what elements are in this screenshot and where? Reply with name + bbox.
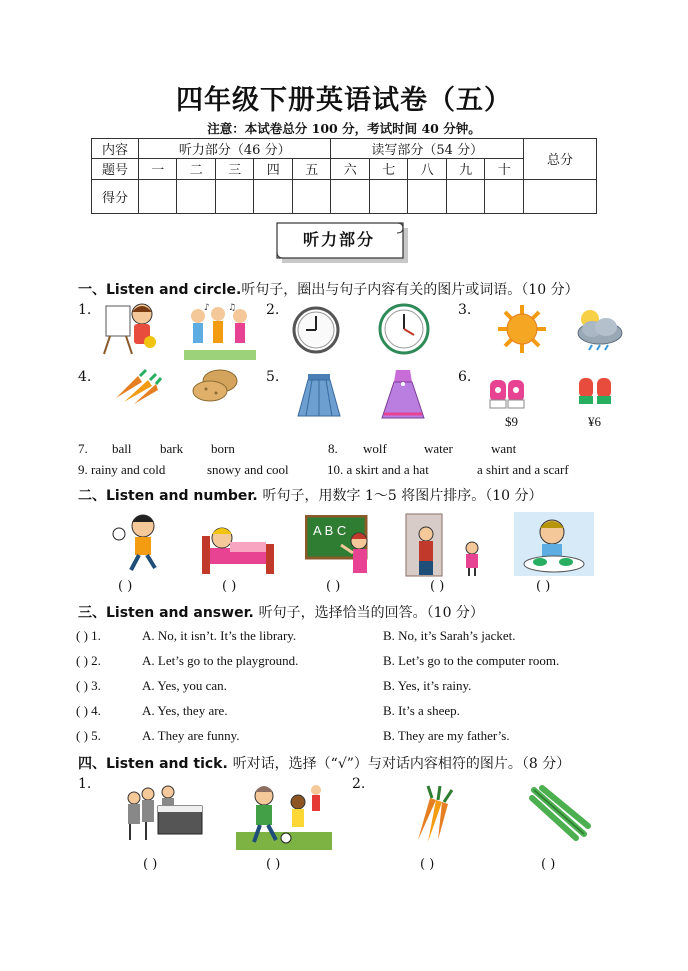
- answer-blank[interactable]: ( ): [118, 579, 133, 594]
- svg-text:♪: ♪: [204, 303, 210, 313]
- exam-notice: 注意：本试卷总分 100 分，考试时间 40 分钟。: [207, 121, 481, 136]
- phrase-option[interactable]: 9. rainy and cold: [78, 462, 166, 477]
- price-label: ¥6: [588, 414, 601, 429]
- boy-painting-image[interactable]: [100, 298, 160, 356]
- potatoes-image[interactable]: [190, 367, 240, 403]
- item-8-number: 8.: [328, 441, 338, 456]
- section3-heading: 三、Listen and answer. 听句子，选择恰当的回答。（10 分）: [78, 605, 484, 621]
- option-a: A. Yes, you can.: [142, 678, 227, 693]
- total-header: 总分: [524, 139, 597, 180]
- score-cell[interactable]: [292, 179, 331, 213]
- question-number[interactable]: ( ) 2.: [76, 653, 101, 668]
- boy-soccer-image: [111, 512, 165, 574]
- answer-blank[interactable]: ( ): [536, 579, 551, 594]
- item-label: 3.: [458, 302, 472, 318]
- option-b: B. No, it’s Sarah’s jacket.: [383, 628, 516, 643]
- skirt-image[interactable]: [296, 372, 342, 418]
- girl-sleeping-image: [200, 520, 276, 576]
- word-option[interactable]: wolf: [363, 441, 387, 456]
- kids-singing-image[interactable]: [184, 302, 256, 360]
- item-7-number: 7.: [78, 441, 88, 456]
- score-cell[interactable]: [331, 179, 369, 213]
- mittens-image[interactable]: [576, 372, 616, 408]
- question-number[interactable]: ( ) 5.: [76, 728, 101, 743]
- question-number: 三: [215, 159, 253, 179]
- score-cell[interactable]: [139, 179, 177, 213]
- score-cell[interactable]: [485, 179, 524, 213]
- item-label: 2.: [352, 776, 366, 792]
- row-label-content: 内容: [92, 139, 139, 159]
- question-number: 六: [331, 159, 369, 179]
- answer-blank[interactable]: ( ): [266, 857, 281, 872]
- clock-icon[interactable]: [292, 306, 340, 354]
- score-cell[interactable]: [177, 179, 215, 213]
- kids-soccer-image[interactable]: [236, 780, 332, 850]
- gloves-image[interactable]: [486, 374, 530, 412]
- question-number: 七: [369, 159, 407, 179]
- item-label: 6.: [458, 369, 472, 385]
- row-label-number: 题号: [92, 159, 139, 179]
- item-label: 5.: [266, 369, 280, 385]
- question-number: 九: [446, 159, 484, 179]
- svg-text:♫: ♫: [228, 303, 237, 313]
- sun-icon[interactable]: [496, 303, 548, 355]
- question-number: 五: [292, 159, 331, 179]
- question-number: 八: [408, 159, 446, 179]
- question-number[interactable]: ( ) 1.: [76, 628, 101, 643]
- option-a: A. Yes, they are.: [142, 703, 228, 718]
- price-label: $9: [505, 414, 518, 429]
- green-beans-image[interactable]: [528, 784, 592, 842]
- section4-heading: 四、Listen and tick. 听对话，选择（“√”）与对话内容相符的图片。（8 分）: [78, 756, 571, 772]
- question-number: 四: [254, 159, 292, 179]
- option-a: A. They are funny.: [142, 728, 240, 743]
- question-number[interactable]: ( ) 4.: [76, 703, 101, 718]
- word-option[interactable]: want: [491, 441, 517, 456]
- score-cell[interactable]: [408, 179, 446, 213]
- word-option[interactable]: born: [211, 441, 235, 456]
- dress-image[interactable]: [380, 368, 426, 420]
- svg-text:A B C: A B C: [313, 523, 347, 538]
- boy-girl-door-image: [404, 512, 488, 578]
- listening-banner: [276, 222, 409, 264]
- score-cell[interactable]: [446, 179, 484, 213]
- phrase-option[interactable]: snowy and cool: [207, 462, 289, 477]
- word-option[interactable]: ball: [112, 441, 132, 456]
- answer-blank[interactable]: ( ): [143, 857, 158, 872]
- score-table: [91, 138, 597, 214]
- carrots-image[interactable]: [112, 368, 162, 406]
- page-title: 四年级下册英语试卷（五）: [176, 85, 512, 116]
- phrase-option[interactable]: a shirt and a scarf: [477, 462, 569, 477]
- section2-heading: 二、Listen and number. 听句子，用数字 1～5 将图片排序。（10 分）: [78, 488, 543, 504]
- clock-icon[interactable]: [378, 303, 430, 355]
- option-b: B. Yes, it’s rainy.: [383, 678, 472, 693]
- option-b: B. Let’s go to the computer room.: [383, 653, 560, 668]
- word-option[interactable]: bark: [160, 441, 184, 456]
- word-option[interactable]: water: [424, 441, 453, 456]
- question-number: 一: [139, 159, 177, 179]
- option-b: B. They are my father’s.: [383, 728, 510, 743]
- score-cell[interactable]: [254, 179, 292, 213]
- option-a: A. Let’s go to the playground.: [142, 653, 299, 668]
- teacher-blackboard-image: [305, 515, 377, 577]
- option-a: A. No, it isn’t. It’s the library.: [142, 628, 297, 643]
- option-b: B. It’s a sheep.: [383, 703, 460, 718]
- score-cell-total[interactable]: [524, 179, 597, 213]
- answer-blank[interactable]: ( ): [222, 579, 237, 594]
- reading-part-header: 读写部分（54 分）: [331, 139, 524, 159]
- item-label: 4.: [78, 369, 92, 385]
- banner-label: 听力部分: [302, 230, 375, 249]
- question-number: 二: [177, 159, 215, 179]
- answer-blank[interactable]: ( ): [326, 579, 341, 594]
- listening-part-header: 听力部分（46 分）: [139, 139, 331, 159]
- section1-heading: 一、Listen and circle.听句子，圈出与句子内容有关的图片或词语。（10 分）: [78, 282, 579, 298]
- item-label: 2.: [266, 302, 280, 318]
- boy-eating-image: [514, 512, 594, 576]
- score-cell[interactable]: [215, 179, 253, 213]
- row-label-score: 得分: [92, 179, 139, 213]
- kids-piano-image[interactable]: [124, 784, 206, 842]
- answer-blank[interactable]: ( ): [420, 857, 435, 872]
- answer-blank[interactable]: ( ): [430, 579, 445, 594]
- answer-blank[interactable]: ( ): [541, 857, 556, 872]
- question-number: 十: [485, 159, 524, 179]
- score-cell[interactable]: [369, 179, 407, 213]
- item-label: 1.: [78, 776, 92, 792]
- cloudy-weather-icon[interactable]: [572, 305, 624, 351]
- question-number[interactable]: ( ) 3.: [76, 678, 101, 693]
- phrase-option[interactable]: 10. a skirt and a hat: [327, 462, 429, 477]
- carrots-image[interactable]: [410, 784, 458, 844]
- item-label: 1.: [78, 302, 92, 318]
